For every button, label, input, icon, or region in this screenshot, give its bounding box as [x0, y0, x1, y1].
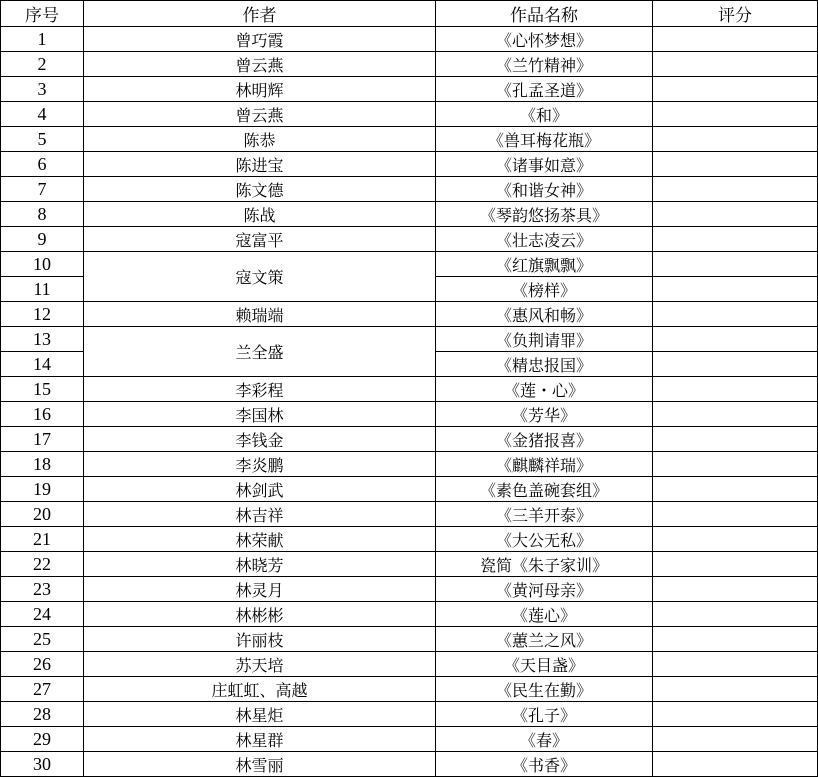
table-row	[1, 77, 818, 102]
row-number: 10	[1, 252, 84, 277]
author-cell: 李炎鹏	[84, 452, 436, 477]
author-cell: 林星炬	[84, 702, 436, 727]
score-cell[interactable]	[653, 602, 818, 627]
author-cell: 陈战	[84, 202, 436, 227]
author-cell: 庄虹虹、高越	[84, 677, 436, 702]
score-cell[interactable]	[653, 52, 818, 77]
table-row	[1, 677, 818, 702]
row-number: 28	[1, 702, 84, 727]
author-cell: 林雪丽	[84, 752, 436, 777]
score-cell[interactable]	[653, 452, 818, 477]
header-number: 序号	[1, 1, 84, 27]
table-row	[1, 152, 818, 177]
row-number: 13	[1, 327, 84, 352]
table-row	[1, 52, 818, 77]
work-title-cell: 《兽耳梅花瓶》	[436, 127, 653, 152]
author-cell: 许丽枝	[84, 627, 436, 652]
author-cell: 林吉祥	[84, 502, 436, 527]
author-cell: 陈进宝	[84, 152, 436, 177]
score-cell[interactable]	[653, 77, 818, 102]
header-work-title: 作品名称	[436, 1, 653, 27]
table-row	[1, 177, 818, 202]
work-title-cell: 《孔子》	[436, 702, 653, 727]
score-cell[interactable]	[653, 652, 818, 677]
row-number: 2	[1, 52, 84, 77]
author-cell: 赖瑞端	[84, 302, 436, 327]
score-cell[interactable]	[653, 552, 818, 577]
row-number: 20	[1, 502, 84, 527]
author-cell: 陈文德	[84, 177, 436, 202]
row-number: 17	[1, 427, 84, 452]
work-title-cell: 《三羊开泰》	[436, 502, 653, 527]
row-number: 3	[1, 77, 84, 102]
table-row	[1, 552, 818, 577]
work-title-cell: 《天目盏》	[436, 652, 653, 677]
row-number: 11	[1, 277, 84, 302]
author-cell: 林彬彬	[84, 602, 436, 627]
work-title-cell: 《大公无私》	[436, 527, 653, 552]
author-cell: 李国林	[84, 402, 436, 427]
score-cell[interactable]	[653, 227, 818, 252]
author-cell: 寇富平	[84, 227, 436, 252]
work-title-cell: 《兰竹精神》	[436, 52, 653, 77]
score-cell[interactable]	[653, 627, 818, 652]
author-cell: 曾巧霞	[84, 27, 436, 52]
work-title-cell: 《惠风和畅》	[436, 302, 653, 327]
work-title-cell: 瓷简《朱子家训》	[436, 552, 653, 577]
table-row	[1, 727, 818, 752]
author-cell: 李彩程	[84, 377, 436, 402]
row-number: 24	[1, 602, 84, 627]
table-row	[1, 202, 818, 227]
work-title-cell: 《金猪报喜》	[436, 427, 653, 452]
author-cell: 寇文策	[84, 252, 436, 302]
score-cell[interactable]	[653, 27, 818, 52]
score-cell[interactable]	[653, 727, 818, 752]
header-score: 评分	[653, 1, 818, 27]
author-cell: 曾云燕	[84, 52, 436, 77]
table-row	[1, 127, 818, 152]
table-row	[1, 627, 818, 652]
work-title-cell: 《莲心》	[436, 602, 653, 627]
table-row	[1, 227, 818, 252]
work-title-cell: 《书香》	[436, 752, 653, 777]
work-title-cell: 《心怀梦想》	[436, 27, 653, 52]
score-cell[interactable]	[653, 477, 818, 502]
work-title-cell: 《春》	[436, 727, 653, 752]
table-row	[1, 452, 818, 477]
work-title-cell: 《素色盖碗套组》	[436, 477, 653, 502]
work-title-cell: 《莲・心》	[436, 377, 653, 402]
score-cell[interactable]	[653, 427, 818, 452]
row-number: 26	[1, 652, 84, 677]
table-row	[1, 577, 818, 602]
score-cell[interactable]	[653, 677, 818, 702]
row-number: 1	[1, 27, 84, 52]
row-number: 6	[1, 152, 84, 177]
score-cell[interactable]	[653, 402, 818, 427]
table-row	[1, 502, 818, 527]
score-cell[interactable]	[653, 152, 818, 177]
table-row	[1, 602, 818, 627]
row-number: 19	[1, 477, 84, 502]
score-cell[interactable]	[653, 527, 818, 552]
score-cell[interactable]	[653, 327, 818, 352]
work-title-cell: 《和谐女神》	[436, 177, 653, 202]
score-cell[interactable]	[653, 252, 818, 277]
row-number: 15	[1, 377, 84, 402]
score-cell[interactable]	[653, 202, 818, 227]
author-cell: 林灵月	[84, 577, 436, 602]
author-cell: 陈恭	[84, 127, 436, 152]
row-number: 22	[1, 552, 84, 577]
header-row	[1, 1, 818, 27]
table-row	[1, 102, 818, 127]
score-cell[interactable]	[653, 502, 818, 527]
row-number: 29	[1, 727, 84, 752]
row-number: 14	[1, 352, 84, 377]
table-row	[1, 477, 818, 502]
work-title-cell: 《民生在勤》	[436, 677, 653, 702]
work-title-cell: 《琴韵悠扬茶具》	[436, 202, 653, 227]
author-cell: 林荣献	[84, 527, 436, 552]
row-number: 25	[1, 627, 84, 652]
author-cell: 林星群	[84, 727, 436, 752]
score-cell[interactable]	[653, 752, 818, 777]
work-title-cell: 《蕙兰之风》	[436, 627, 653, 652]
author-cell: 林剑武	[84, 477, 436, 502]
table-row	[1, 427, 818, 452]
work-title-cell: 《麒麟祥瑞》	[436, 452, 653, 477]
row-number: 8	[1, 202, 84, 227]
table-row	[1, 752, 818, 777]
row-number: 12	[1, 302, 84, 327]
score-cell[interactable]	[653, 377, 818, 402]
table-row	[1, 402, 818, 427]
author-cell: 林明辉	[84, 77, 436, 102]
table-row	[1, 302, 818, 327]
work-title-cell: 《红旗飘飘》	[436, 252, 653, 277]
work-title-cell: 《榜样》	[436, 277, 653, 302]
work-title-cell: 《芳华》	[436, 402, 653, 427]
score-cell[interactable]	[653, 702, 818, 727]
table-row	[1, 377, 818, 402]
author-cell: 曾云燕	[84, 102, 436, 127]
row-number: 21	[1, 527, 84, 552]
author-cell: 兰全盛	[84, 327, 436, 377]
work-title-cell: 《壮志凌云》	[436, 227, 653, 252]
row-number: 23	[1, 577, 84, 602]
score-cell[interactable]	[653, 352, 818, 377]
row-number: 16	[1, 402, 84, 427]
work-title-cell: 《诸事如意》	[436, 152, 653, 177]
score-cell[interactable]	[653, 102, 818, 127]
score-cell[interactable]	[653, 277, 818, 302]
table-row	[1, 702, 818, 727]
table-row	[1, 252, 818, 277]
author-cell: 林晓芳	[84, 552, 436, 577]
author-cell: 李钱金	[84, 427, 436, 452]
work-title-cell: 《和》	[436, 102, 653, 127]
row-number: 5	[1, 127, 84, 152]
row-number: 9	[1, 227, 84, 252]
work-title-cell: 《负荆请罪》	[436, 327, 653, 352]
row-number: 30	[1, 752, 84, 777]
table-row	[1, 527, 818, 552]
row-number: 18	[1, 452, 84, 477]
work-title-cell: 《黄河母亲》	[436, 577, 653, 602]
score-cell[interactable]	[653, 302, 818, 327]
score-cell[interactable]	[653, 177, 818, 202]
header-author: 作者	[84, 1, 436, 27]
score-cell[interactable]	[653, 127, 818, 152]
table-row	[1, 27, 818, 52]
row-number: 4	[1, 102, 84, 127]
table-row	[1, 327, 818, 352]
row-number: 27	[1, 677, 84, 702]
author-cell: 苏天培	[84, 652, 436, 677]
table-row	[1, 652, 818, 677]
row-number: 7	[1, 177, 84, 202]
score-cell[interactable]	[653, 577, 818, 602]
work-title-cell: 《精忠报国》	[436, 352, 653, 377]
work-title-cell: 《孔孟圣道》	[436, 77, 653, 102]
